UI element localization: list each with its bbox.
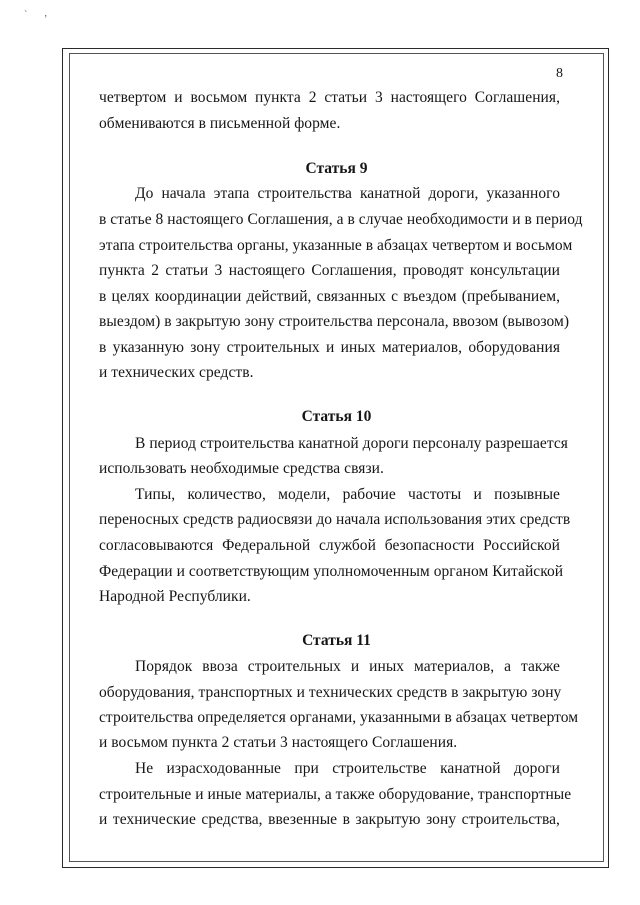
text-line: в статье 8 настоящего Соглашения, а в случае необходимости и в период (99, 211, 583, 228)
text-line: этапа строительства органы, указанные в абзацах четвертом и восьмом (99, 237, 573, 254)
text-line: обмениваются в письменной форме. (99, 115, 341, 132)
text-line: в указанную зону строительных и иных материалов, оборудования (99, 339, 560, 356)
text-line: Не израсходованные при строительстве канатной дороги (135, 760, 560, 777)
text-line: В период строительства канатной дороги персоналу разрешается (135, 435, 568, 452)
text-line: переносных средств радиосвязи до начала использования этих средств (99, 511, 571, 528)
text-line: использовать необходимые средства связи. (99, 460, 384, 477)
text-line: и восьмом пункта 2 статьи 3 настоящего Соглашения. (99, 734, 458, 751)
text-line: пункта 2 статьи 3 настоящего Соглашения, проводят консультации (99, 262, 560, 279)
article-heading: Статья 10 (301, 408, 372, 425)
text-line: Федерации и соответствующим уполномоченным органом Китайской (99, 563, 564, 580)
text-line: Порядок ввоза строительных и иных материалов, а также (135, 658, 560, 675)
text-line: согласовываются Федеральной службой безопасности Российской (99, 537, 560, 554)
scan-mark: ‚ (44, 8, 48, 19)
article-heading: Статья 11 (302, 632, 371, 649)
text-line: четвертом и восьмом пункта 2 статьи 3 настоящего Соглашения, (99, 89, 560, 106)
text-line: и технические средства, ввезенные в закрытую зону строительства, (99, 811, 560, 828)
text-line: Народной Республики. (99, 588, 251, 605)
text-line: строительства определяется органами, указанными в абзацах четвертом (99, 709, 579, 726)
text-line: До начала этапа строительства канатной дороги, указанного (135, 185, 560, 202)
text-line: выездом) в закрытую зону строительства персонала, ввозом (вывозом) (99, 313, 570, 330)
text-line: в целях координации действий, связанных с въездом (пребыванием, (99, 288, 560, 305)
text-line: и технических средств. (99, 364, 254, 381)
text-line: строительные и иные материалы, а также оборудование, транспортные (99, 786, 572, 803)
scan-mark: ` (24, 10, 28, 21)
text-line: оборудования, транспортных и технических средств в закрытую зону (99, 684, 562, 701)
article-heading: Статья 9 (305, 160, 368, 177)
page-number: 8 (556, 66, 563, 81)
text-line: Типы, количество, модели, рабочие частоты и позывные (135, 486, 560, 503)
